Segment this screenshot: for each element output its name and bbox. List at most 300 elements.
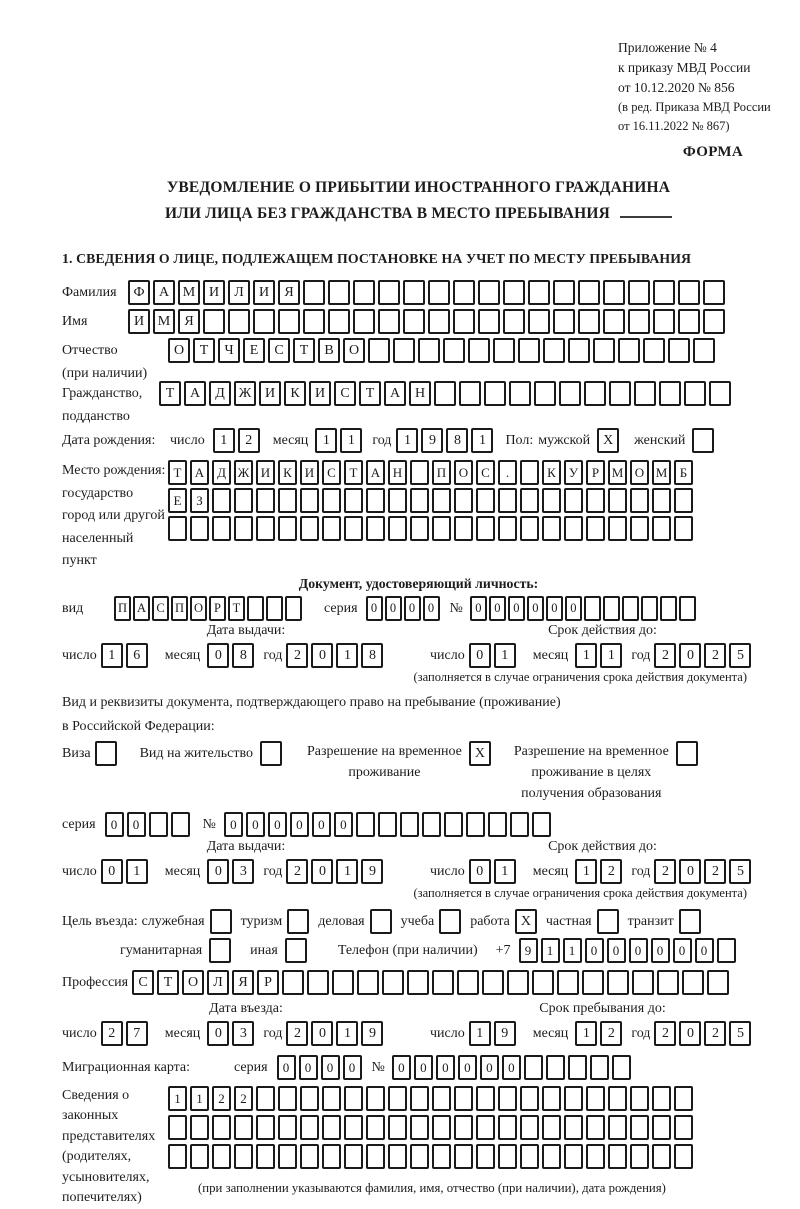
char-box — [678, 280, 700, 305]
char-box: О — [343, 338, 365, 363]
year-label: год — [263, 647, 283, 663]
char-box — [476, 1115, 495, 1140]
char-box: 2 — [704, 1021, 726, 1046]
char-box — [542, 1115, 561, 1140]
char-box — [553, 280, 575, 305]
char-box: 5 — [729, 1021, 751, 1046]
char-box: М — [608, 460, 627, 485]
char-box: 1 — [541, 938, 560, 963]
char-box: Я — [232, 970, 254, 995]
char-box: О — [182, 970, 204, 995]
char-box: 9 — [421, 428, 443, 453]
permit-residence-checkbox — [260, 741, 282, 766]
char-box — [410, 460, 429, 485]
char-box — [674, 1144, 693, 1169]
char-box — [344, 516, 363, 541]
identity-kind-label: вид — [62, 600, 84, 616]
year-label: год — [631, 1025, 651, 1041]
phone-prefix: +7 — [495, 942, 511, 958]
char-box: Н — [388, 460, 407, 485]
permit-valid-year-boxes — [654, 859, 754, 884]
char-box — [247, 596, 264, 621]
char-box: 9 — [361, 859, 383, 884]
char-box: 0 — [311, 1021, 333, 1046]
char-box: 8 — [232, 643, 254, 668]
permit-intro-line1: Вид и реквизиты документа, подтверждающего право на пребывание (проживание) — [62, 694, 561, 710]
char-box: О — [454, 460, 473, 485]
revision-line: от 16.11.2022 № 867) — [618, 119, 730, 133]
char-box: И — [203, 280, 225, 305]
char-box — [542, 488, 561, 513]
char-box — [476, 1086, 495, 1111]
permit-intro — [62, 691, 775, 739]
char-box — [707, 970, 729, 995]
char-box — [190, 1144, 209, 1169]
identity-valid-line — [430, 643, 775, 668]
char-box: Р — [257, 970, 279, 995]
migration-card-label: Миграционная карта: — [62, 1059, 191, 1075]
char-box: Я — [278, 280, 300, 305]
identity-valid-col — [430, 623, 775, 668]
char-box — [212, 488, 231, 513]
purpose-work-label: работа — [470, 913, 510, 929]
char-box: 0 — [489, 596, 506, 621]
char-box — [509, 381, 531, 406]
entry-heading: Дата въезда: — [209, 1000, 283, 1016]
char-box: Е — [243, 338, 265, 363]
char-box — [344, 1115, 363, 1140]
char-box: С — [132, 970, 154, 995]
purpose-humanitarian-label: гуманитарная — [120, 942, 203, 958]
permit-number-label: № — [202, 816, 216, 832]
char-box: Т — [228, 596, 245, 621]
purpose-business-label: деловая — [318, 913, 365, 929]
identity-number-label: № — [449, 600, 463, 616]
char-box — [388, 488, 407, 513]
char-box — [652, 1086, 671, 1111]
char-box — [322, 1115, 341, 1140]
char-box — [668, 338, 690, 363]
char-box: 0 — [679, 1021, 701, 1046]
char-box — [630, 516, 649, 541]
char-box — [568, 338, 590, 363]
char-box — [674, 488, 693, 513]
char-box — [532, 970, 554, 995]
char-box: 3 — [232, 859, 254, 884]
char-box: З — [190, 488, 209, 513]
name-row — [62, 309, 775, 334]
char-box: Н — [409, 381, 431, 406]
phone-boxes — [519, 938, 739, 963]
permit-rvp-label-line2: проживание — [348, 764, 421, 780]
char-box — [564, 488, 583, 513]
char-box: 1 — [575, 1021, 597, 1046]
permit-rvpo-label-line1: Разрешение на временное — [513, 743, 669, 759]
identity-issue-heading: Дата выдачи: — [206, 622, 286, 638]
char-box — [466, 812, 485, 837]
char-box: 5 — [729, 859, 751, 884]
char-box — [584, 596, 601, 621]
char-box — [366, 516, 385, 541]
char-box — [428, 309, 450, 334]
char-box — [300, 1144, 319, 1169]
purpose-study-label: учеба — [400, 913, 435, 929]
char-box: О — [630, 460, 649, 485]
char-box — [278, 1115, 297, 1140]
char-box — [476, 488, 495, 513]
char-box — [622, 596, 639, 621]
char-box — [428, 280, 450, 305]
entry-line — [62, 1021, 430, 1046]
identity-series-label: серия — [324, 600, 358, 616]
permit-series-boxes — [105, 812, 193, 837]
char-box: 2 — [704, 859, 726, 884]
char-box: 0 — [458, 1055, 477, 1080]
identity-series-boxes — [366, 596, 442, 621]
char-box — [168, 1144, 187, 1169]
char-box — [607, 970, 629, 995]
char-box — [403, 280, 425, 305]
purpose-row2 — [62, 938, 775, 963]
char-box — [684, 381, 706, 406]
char-box: П — [114, 596, 131, 621]
form-title-line1: УВЕДОМЛЕНИЕ О ПРИБЫТИИ ИНОСТРАННОГО ГРАЖДАНИНА — [166, 179, 671, 196]
char-box — [528, 309, 550, 334]
char-box — [454, 1144, 473, 1169]
surname-label: Фамилия — [62, 285, 117, 300]
char-box — [546, 1055, 565, 1080]
char-box — [520, 460, 539, 485]
char-box: Т — [193, 338, 215, 363]
month-label: месяц — [164, 647, 201, 663]
char-box: О — [190, 596, 207, 621]
char-box — [303, 309, 325, 334]
char-box — [484, 381, 506, 406]
char-box — [285, 596, 302, 621]
char-box — [488, 812, 507, 837]
char-box — [410, 516, 429, 541]
char-box — [543, 338, 565, 363]
patronymic-boxes — [168, 338, 718, 363]
permit-intro-line2: в Российской Федерации: — [62, 718, 215, 734]
char-box — [454, 1086, 473, 1111]
purpose-other-checkbox — [285, 938, 307, 963]
char-box — [368, 338, 390, 363]
day-label: число — [62, 647, 97, 663]
char-box — [432, 488, 451, 513]
char-box: Т — [159, 381, 181, 406]
char-box — [652, 488, 671, 513]
migration-number-label: № — [371, 1059, 385, 1075]
char-box: 1 — [315, 428, 337, 453]
permit-visa-checkbox — [95, 741, 117, 766]
char-box — [564, 1115, 583, 1140]
char-box — [653, 309, 675, 334]
char-box: 0 — [679, 643, 701, 668]
char-box — [168, 1115, 187, 1140]
char-box — [382, 970, 404, 995]
purpose-private-label: частная — [545, 913, 592, 929]
representatives-label-line: Сведения о — [62, 1087, 130, 1103]
profession-label: Профессия — [62, 974, 129, 990]
char-box — [344, 1086, 363, 1111]
permit-visa-label: Виза — [62, 745, 91, 761]
stay-day-boxes — [469, 1021, 519, 1046]
char-box — [418, 338, 440, 363]
stay-heading: Срок пребывания до: — [539, 1000, 666, 1016]
char-box — [553, 309, 575, 334]
birth-date-label: Дата рождения: — [62, 433, 156, 448]
permit-issue-day-boxes — [101, 859, 151, 884]
char-box — [282, 970, 304, 995]
char-box — [693, 338, 715, 363]
char-box: М — [178, 280, 200, 305]
char-box: У — [564, 460, 583, 485]
migration-series-label: серия — [234, 1059, 268, 1075]
year-label: год — [372, 433, 392, 448]
char-box: Д — [209, 381, 231, 406]
char-box — [603, 596, 620, 621]
representatives-label-line: усыновителях, — [62, 1169, 150, 1185]
char-box — [468, 338, 490, 363]
char-box — [586, 488, 605, 513]
purpose-other-label: иная — [250, 942, 278, 958]
char-box — [674, 1115, 693, 1140]
char-box: 8 — [361, 643, 383, 668]
char-box — [557, 970, 579, 995]
purpose-private-checkbox — [597, 909, 619, 934]
representatives-row1-boxes — [168, 1086, 696, 1111]
char-box: И — [259, 381, 281, 406]
char-box: Ф — [128, 280, 150, 305]
citizenship-row — [62, 381, 775, 424]
char-box: 0 — [546, 596, 563, 621]
permit-issue-year-boxes — [286, 859, 386, 884]
char-box — [234, 1144, 253, 1169]
char-box: 2 — [704, 643, 726, 668]
purpose-humanitarian-checkbox — [209, 938, 231, 963]
patronymic-label-line2: (при наличии) — [62, 366, 148, 381]
representatives-block — [62, 1086, 775, 1209]
char-box: К — [278, 460, 297, 485]
char-box: Д — [212, 460, 231, 485]
purpose-tourism-checkbox — [287, 909, 309, 934]
char-box — [322, 516, 341, 541]
permit-series-row — [62, 812, 775, 837]
char-box: 1 — [563, 938, 582, 963]
char-box — [632, 970, 654, 995]
char-box — [378, 280, 400, 305]
char-box: 1 — [396, 428, 418, 453]
surname-row — [62, 280, 775, 305]
char-box — [443, 338, 465, 363]
identity-issue-day-boxes — [101, 643, 151, 668]
char-box: 0 — [207, 1021, 229, 1046]
char-box — [532, 812, 551, 837]
char-box: Р — [209, 596, 226, 621]
char-box — [717, 938, 736, 963]
char-box: 0 — [105, 812, 124, 837]
char-box — [353, 280, 375, 305]
char-box: 0 — [565, 596, 582, 621]
birth-month-boxes — [315, 428, 365, 453]
char-box — [432, 516, 451, 541]
char-box: 1 — [213, 428, 235, 453]
char-box: О — [168, 338, 190, 363]
char-box — [603, 280, 625, 305]
purpose-transit-label: транзит — [627, 913, 674, 929]
char-box — [628, 309, 650, 334]
char-box: 2 — [600, 859, 622, 884]
char-box: 0 — [101, 859, 123, 884]
char-box: 0 — [268, 812, 287, 837]
char-box — [641, 596, 658, 621]
char-box: 0 — [502, 1055, 521, 1080]
citizenship-label-line1: Гражданство, — [62, 386, 143, 401]
char-box: Т — [344, 460, 363, 485]
char-box: 0 — [224, 812, 243, 837]
birth-year-boxes — [396, 428, 496, 453]
entry-year-boxes — [286, 1021, 386, 1046]
char-box: 0 — [508, 596, 525, 621]
purpose-business-checkbox — [370, 909, 392, 934]
char-box — [498, 516, 517, 541]
char-box — [603, 309, 625, 334]
char-box: 1 — [336, 643, 358, 668]
char-box: 1 — [494, 643, 516, 668]
char-box — [410, 1115, 429, 1140]
char-box: Т — [157, 970, 179, 995]
birthplace-row2-boxes — [168, 488, 696, 513]
char-box: 2 — [101, 1021, 123, 1046]
char-box: 0 — [207, 643, 229, 668]
representatives-box-rows — [168, 1086, 696, 1196]
permit-valid-heading: Срок действия до: — [548, 838, 657, 854]
sex-label: Пол: — [505, 433, 534, 448]
representatives-row2-boxes — [168, 1115, 696, 1140]
char-box — [703, 309, 725, 334]
char-box — [256, 516, 275, 541]
migration-number-boxes — [392, 1055, 634, 1080]
char-box — [300, 488, 319, 513]
char-box: В — [318, 338, 340, 363]
char-box — [388, 1086, 407, 1111]
entry-col — [62, 1001, 430, 1046]
char-box: 0 — [436, 1055, 455, 1080]
representatives-label-line: попечителях) — [62, 1190, 142, 1205]
char-box — [366, 1086, 385, 1111]
char-box — [266, 596, 283, 621]
permit-issue-month-boxes — [207, 859, 257, 884]
migration-card-row — [62, 1055, 775, 1080]
char-box — [586, 1115, 605, 1140]
char-box: П — [171, 596, 188, 621]
permit-valid-day-boxes — [469, 859, 519, 884]
char-box — [407, 970, 429, 995]
birthplace-label-line2: государство — [62, 485, 134, 501]
char-box — [454, 1115, 473, 1140]
char-box: С — [476, 460, 495, 485]
char-box: 0 — [392, 1055, 411, 1080]
char-box — [278, 1144, 297, 1169]
representatives-row3-boxes — [168, 1144, 696, 1169]
char-box — [630, 1115, 649, 1140]
char-box: 0 — [695, 938, 714, 963]
identity-doc-heading: Документ, удостоверяющий личность: — [298, 575, 539, 591]
char-box: П — [432, 460, 451, 485]
char-box: 0 — [321, 1055, 340, 1080]
char-box — [388, 1144, 407, 1169]
char-box: 0 — [404, 596, 421, 621]
identity-dates — [62, 623, 775, 668]
char-box — [300, 516, 319, 541]
char-box — [482, 970, 504, 995]
identity-kind-row — [62, 596, 775, 621]
char-box — [630, 1144, 649, 1169]
char-box — [674, 516, 693, 541]
char-box — [652, 1115, 671, 1140]
day-label: число — [170, 433, 205, 448]
representatives-label-line: представителях — [62, 1128, 156, 1144]
char-box: 0 — [334, 812, 353, 837]
char-box — [703, 280, 725, 305]
citizenship-label-line2: подданство — [62, 409, 130, 424]
char-box: 8 — [446, 428, 468, 453]
purpose-row — [62, 909, 775, 934]
char-box — [203, 309, 225, 334]
char-box — [388, 1115, 407, 1140]
char-box — [578, 280, 600, 305]
char-box: 0 — [277, 1055, 296, 1080]
month-label: месяц — [532, 1025, 569, 1041]
entry-dates — [62, 1001, 775, 1046]
char-box: 6 — [126, 643, 148, 668]
char-box — [590, 1055, 609, 1080]
char-box: 0 — [343, 1055, 362, 1080]
purpose-official-checkbox — [210, 909, 232, 934]
char-box: А — [184, 381, 206, 406]
char-box: 0 — [423, 596, 440, 621]
identity-note: (заполняется в случае ограничения срока действия документа) — [413, 669, 747, 684]
month-label: месяц — [164, 1025, 201, 1041]
profession-boxes — [132, 970, 732, 995]
appendix-line: к приказу МВД России — [618, 60, 751, 75]
char-box — [212, 1144, 231, 1169]
char-box: 0 — [470, 596, 487, 621]
char-box — [393, 338, 415, 363]
char-box: А — [366, 460, 385, 485]
migration-series-boxes — [277, 1055, 365, 1080]
name-boxes — [128, 309, 728, 334]
char-box: 2 — [654, 1021, 676, 1046]
char-box — [300, 1115, 319, 1140]
char-box: . — [498, 460, 517, 485]
char-box — [493, 338, 515, 363]
char-box — [643, 338, 665, 363]
month-label: месяц — [532, 863, 569, 879]
char-box — [256, 1144, 275, 1169]
char-box: 0 — [469, 643, 491, 668]
char-box — [630, 1086, 649, 1111]
char-box — [564, 516, 583, 541]
char-box: 1 — [471, 428, 493, 453]
char-box — [432, 1115, 451, 1140]
permit-series-label: серия — [62, 816, 96, 832]
stay-year-boxes — [654, 1021, 754, 1046]
patronymic-row — [62, 338, 775, 381]
char-box: Б — [674, 460, 693, 485]
char-box: Л — [228, 280, 250, 305]
